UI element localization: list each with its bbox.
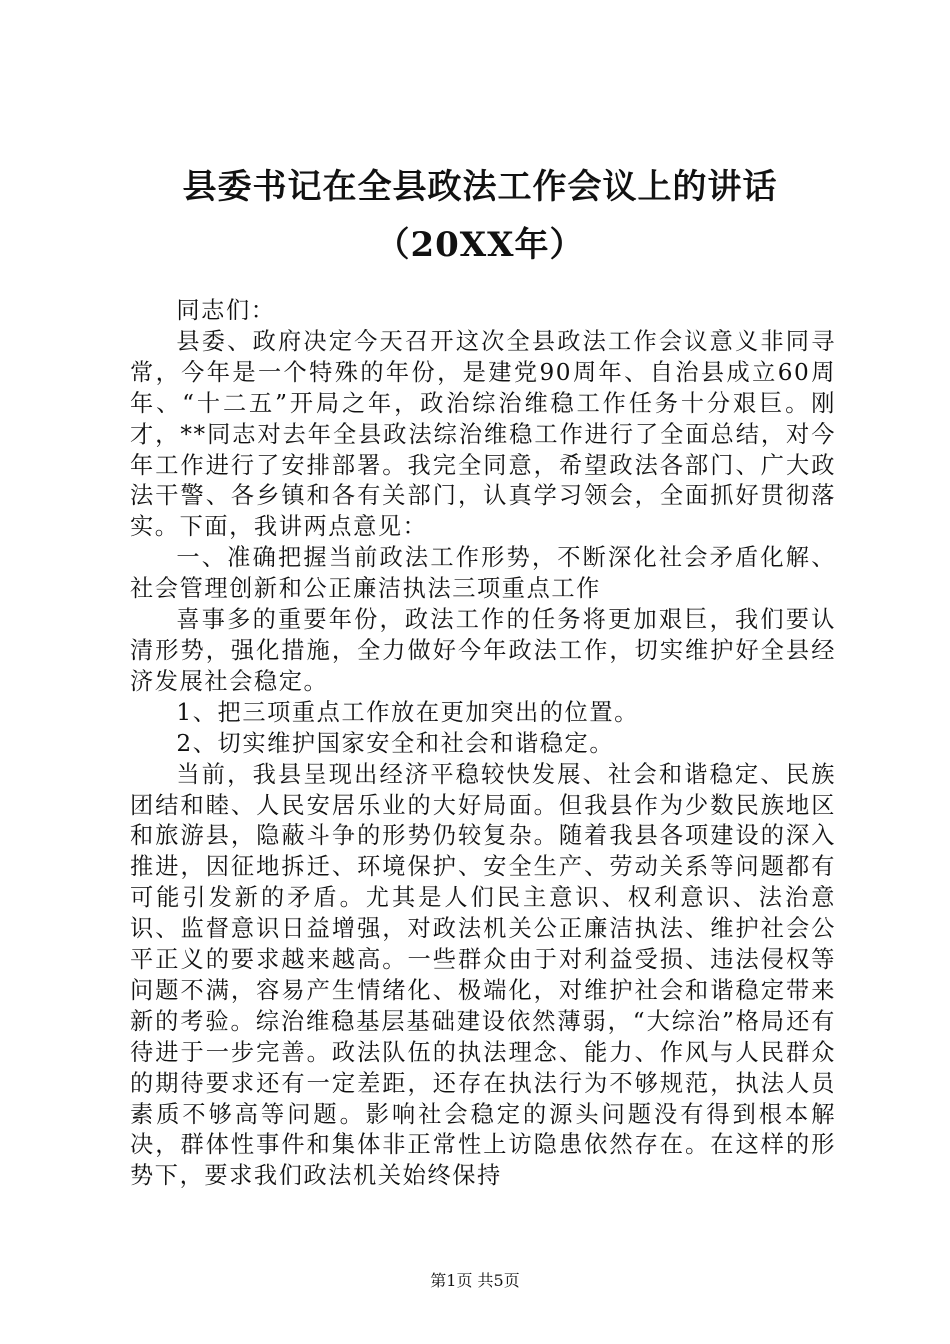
paragraph: 喜事多的重要年份，政法工作的任务将更加艰巨，我们要认清形势，强化措施，全力做好今年政法工作，切实维护好全县经济发展社会稳定。: [130, 606, 836, 695]
document-body: [130, 296, 836, 1192]
document-title: 县委书记在全县政法工作会议上的讲话（20XX年）: [182, 167, 778, 265]
subsection-heading: 1、把三项重点工作放在更加突出的位置。: [176, 698, 639, 726]
section-heading: 一、准确把握当前政法工作形势，不断深化社会矛盾化解、社会管理创新和公正廉洁执法三项重点工作: [130, 544, 836, 603]
paragraph: 当前，我县呈现出经济平稳较快发展、社会和谐稳定、民族团结和睦、人民安居乐业的大好局面。但我县作为少数民族地区和旅游县，隐蔽斗争的形势仍较复杂。随着我县各项建设的深入推进，因征地拆迁、环境保护、安全生产、劳动关系等问题都有可能引发新的矛盾。尤其是人们民主意识、权利意识、法治意识、监督意识日益增强，对政法机关公正廉洁执法、维护社会公平正义的要求越来越高。一些群众由于对利益受损、违法侵权等问题不满，容易产生情绪化、极端化，对维护社会和谐稳定带来新的考验。综治维稳基层基础建设依然薄弱，“大综治”格局还有待进于一步完善。政法队伍的执法理念、能力、作风与人民群众的期待要求还有一定差距，还存在执法行为不够规范，执法人员素质不够高等问题。影响社会稳定的源头问题没有得到根本解决，群体性事件和集体非正常性上访隐患依然存在。在这样的形势下，要求我们政法机关始终保持: [130, 760, 836, 1190]
page-footer: 第1页 共5页: [430, 1271, 520, 1290]
paragraph: 县委、政府决定今天召开这次全县政法工作会议意义非同寻常，今年是一个特殊的年份，是建党90周年、自治县成立60周年、“十二五”开局之年，政治综治维稳工作任务十分艰巨。刚才，**同志对去年全县政法综治维稳工作进行了全面总结，对今年工作进行了安排部署。我完全同意，希望政法各部门、广大政法干警、各乡镇和各有关部门，认真学习领会，全面抓好贯彻落实。下面，我讲两点意见：: [130, 327, 836, 541]
subsection-heading: 2、切实维护国家安全和社会和谐稳定。: [176, 729, 615, 757]
salutation: 同志们：: [176, 297, 276, 324]
